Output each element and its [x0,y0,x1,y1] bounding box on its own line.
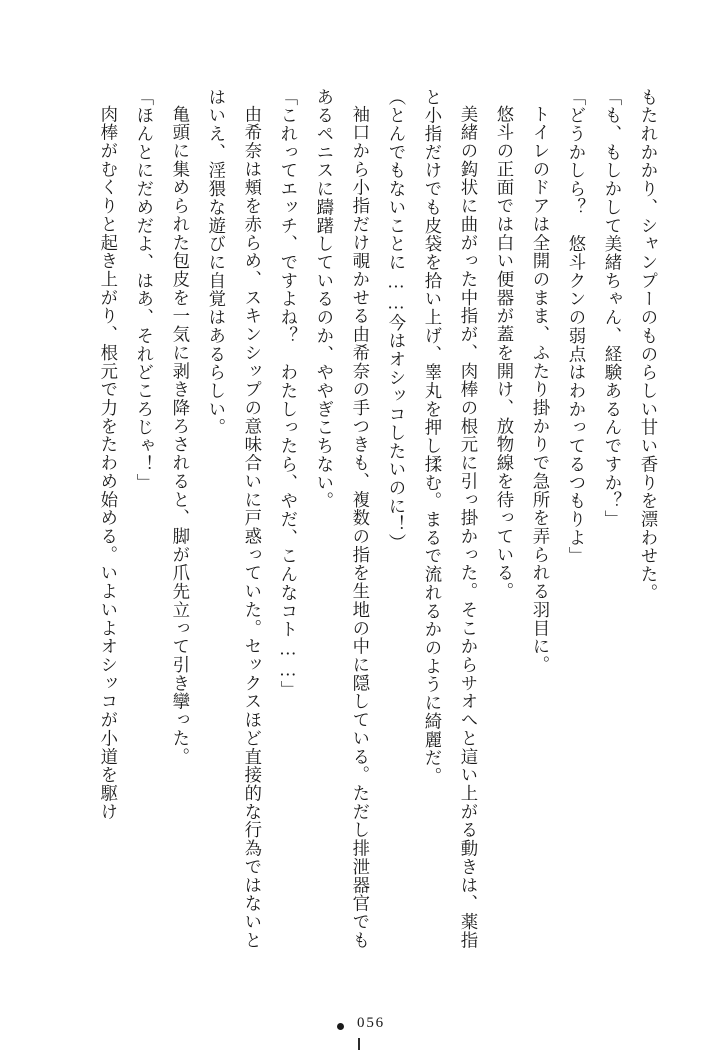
paragraph: もたれかかり、シャンプーのものらしい甘い香りを漂わせた。 [638,88,658,602]
paragraph: 美緒の鈎状に曲がった中指が、肉棒の根元に引っ掛かった。そこからサオへと這い上がる動きは、薬指と小指だけでも皮袋を拾い上げ、睾丸を押し揉む。まるで流れるかのように綺麗だ。 [421,88,478,950]
paragraph: 「どうかしら？ 悠斗クンの弱点はわかってるつもりよ」 [565,88,586,566]
page-text-body [52,88,666,968]
paragraph: 「これってエッチ、ですよね？ わたしったら、やだ、こんなコト……」 [277,88,298,699]
paragraph: 悠斗の正面では白い便器が蓋を開け、放物線を待っている。 [493,105,514,602]
paragraph: 「ほんとにだめだよ、はあ、それどころじゃ！」 [133,88,154,492]
paragraph: 亀頭に集められた包皮を一気に剥き降ろされると、脚が爪先立って引き攣った。 [169,105,190,767]
spine-mark [358,1038,360,1050]
paragraph: 肉棒がむくりと起き上がり、根元で力をたわめ始める。いよいよオシッコが小道を駆け [97,105,118,822]
page-number: 056 [357,1015,385,1031]
footer-dot-ornament [337,1023,344,1030]
paragraph: トイレのドアは全開のまま、ふたり掛かりで急所を弄られる羽目に。 [529,105,550,675]
paragraph: 袖口から小指だけ覗かせる由希奈の手つきも、複数の指を生地の中に隠している。ただし排泄器官でもあるペニスに躊躇しているのか、ややぎこちない。 [313,88,370,950]
paragraph: 「も、もしかして美緒ちゃん、経験あるんですか？」 [601,88,622,529]
paragraph: （とんでもないことに……今はオシッコしたいのに！） [385,88,406,553]
page-footer [0,1014,718,1032]
paragraph: 由希奈は頬を赤らめ、スキンシップの意味合いに戸惑っていた。セックスほど直接的な行為ではないとはいえ、淫猥な遊びに自覚はあるらしい。 [205,88,262,950]
